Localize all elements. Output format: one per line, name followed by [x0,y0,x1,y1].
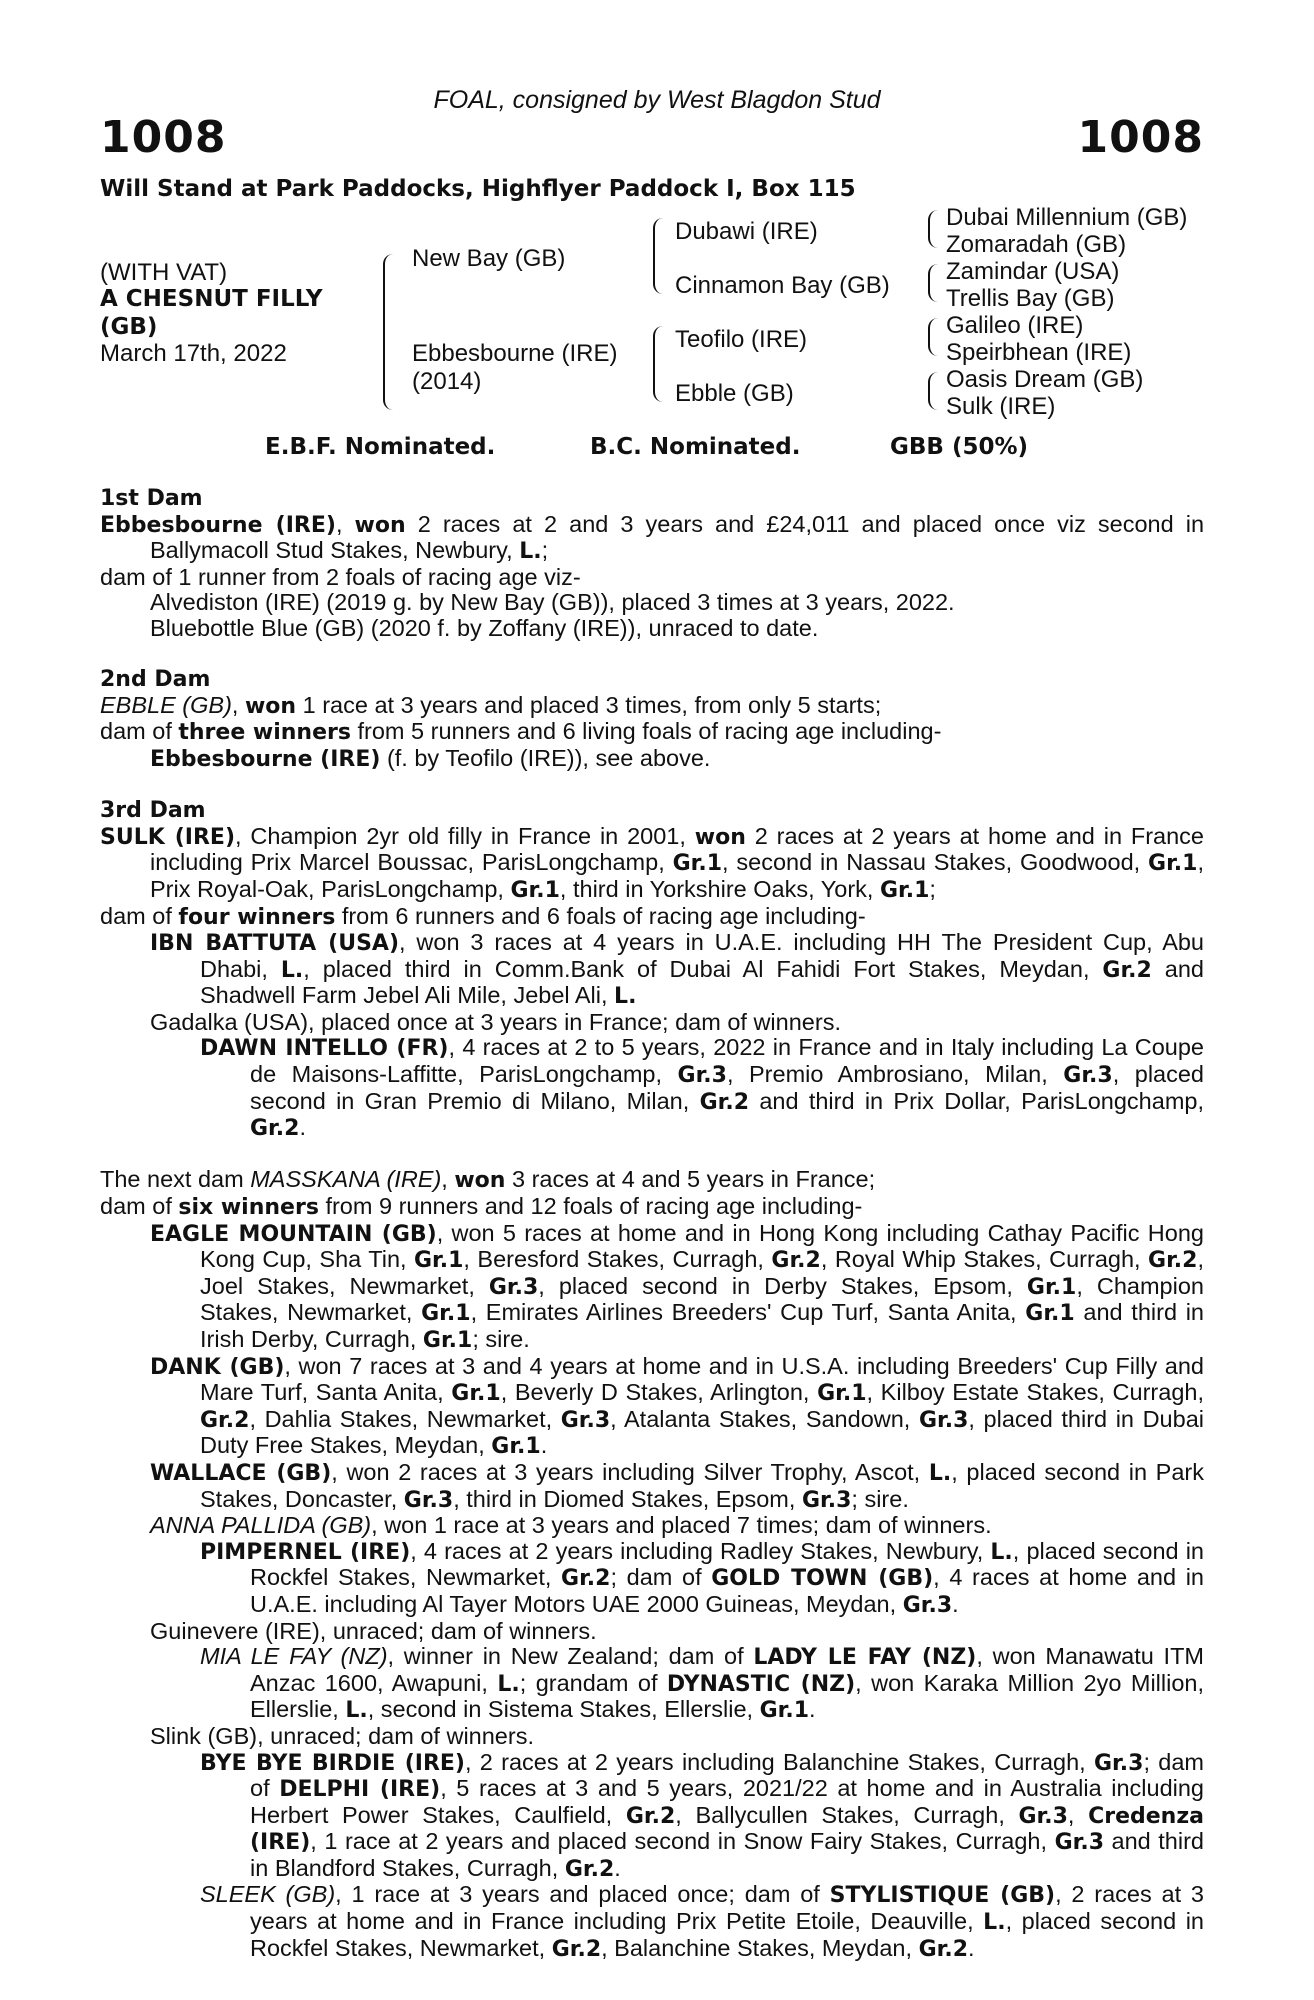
produce-item: EAGLE MOUNTAIN (GB), won 5 races at home and in Hong Kong including Cathay Pacific Hong Kong Cup, Sha Tin, Gr.1, Beresford Stakes, Curragh, Gr.2, Royal Whip Stakes, Curragh, Gr.2, Joel Stakes, Newmarket, Gr.3, placed second in Derby Stakes, Epsom, Gr.1, Champion Stakes, Newmarket, Gr.1, Emirates Airlines Breeders' Cup Turf, Santa Anita, Gr.1 and third in Irish Derby, Curragh, Gr.1; sire. [150,1219,1204,1353]
pedigree-g3-7: Oasis Dream (GB) [946,366,1144,393]
pedigree-dam-dam: Ebble (GB) [675,380,794,407]
third-dam-heading: 3rd Dam [100,798,206,824]
produce-item: Gadalka (USA), placed once at 3 years in France; dam of winners. [150,1008,841,1035]
stabling-line: Will Stand at Park Paddocks, Highflyer Paddock I, Box 115 [100,176,856,202]
produce-item: BYE BYE BIRDIE (IRE), 2 races at 2 years including Balanchine Stakes, Curragh, Gr.3; dam of DELPHI (IRE), 5 races at 3 and 5 years, 2021/22 at home and in Australia including Herbert Power Stakes, Caulfield, Gr.2, Ballycullen Stakes, Curragh, Gr.3, Credenza (IRE), 1 race at 2 years and placed second in Snow Fairy Stakes, Curragh, Gr.3 and third in Blandford Stakes, Curragh, Gr.2. [200,1748,1205,1882]
next-dam-entry: The next dam MASSKANA (IRE), won 3 races at 4 and 5 years in France; [100,1166,876,1194]
bc-nomination: B.C. Nominated. [590,434,801,460]
produce-item: WALLACE (GB), won 2 races at 3 years including Silver Trophy, Ascot, L., placed second in Park Stakes, Doncaster, Gr.3, third in Diomed Stakes, Epsom, Gr.3; sire. [150,1458,1205,1513]
next-dam-produce-summary: dam of six winners from 9 runners and 12 foals of racing age including- [100,1193,863,1221]
pedigree-sire: New Bay (GB) [412,245,566,272]
produce-item: IBN BATTUTA (USA), won 3 races at 4 years in U.A.E. including HH The President Cup, Abu Dhabi, L., placed third in Comm.Bank of Dubai Al Fahidi Fort Stakes, Meydan, Gr.2 and Shadwell Farm Jebel Ali Mile, Jebel Ali, L. [150,929,1205,1010]
produce-item: ANNA PALLIDA (GB), won 1 race at 3 years and placed 7 times; dam of winners. [150,1512,992,1539]
pedigree-brace-sire [653,218,665,294]
horse-origin: (GB) [100,314,158,340]
produce-item: MIA LE FAY (NZ), winner in New Zealand; dam of LADY LE FAY (NZ), won Manawatu ITM Anzac 1600, Awapuni, L.; grandam of DYNASTIC (NZ), won Karaka Million 2yo Million, Ellerslie, L., second in Sistema Stakes, Ellerslie, Gr.1. [200,1643,1205,1724]
third-dam-produce-summary: dam of four winners from 6 runners and 6 foals of racing age including- [100,902,866,930]
pedigree-brace-gen1 [383,254,397,410]
produce-record [100,486,1204,1962]
lot-number-right: 1008 [1077,112,1204,163]
first-dam-produce-summary: dam of 1 runner from 2 foals of racing age viz- [100,563,581,590]
horse-description: A CHESNUT FILLY [100,286,323,312]
first-dam-entry: Ebbesbourne (IRE), won 2 races at 2 and 3 years and £24,011 and placed once viz second in Ballymacoll Stud Stakes, Newbury, L.; [100,510,1205,565]
first-dam-heading: 1st Dam [100,486,203,511]
ebf-nomination: E.B.F. Nominated. [265,434,496,460]
vat-note: (WITH VAT) [100,259,228,286]
lot-number-left: 1008 [100,112,227,163]
pedigree-g3-2: Zomaradah (GB) [946,231,1127,258]
produce-item: DAWN INTELLO (FR), 4 races at 2 to 5 years, 2022 in France and in Italy including La Coupe de Maisons-Laffitte, ParisLongchamp, Gr.3, Premio Ambrosiano, Milan, Gr.3, placed second in Gran Premio di Milano, Milan, Gr.2 and third in Prix Dollar, ParisLongchamp, Gr.2. [200,1034,1205,1142]
pedigree-brace-g3c [928,318,938,356]
produce-item: SLEEK (GB), 1 race at 3 years and placed once; dam of STYLISTIQUE (GB), 2 races at 3 years at home and in France including Prix Petite Etoile, Deauville, L., placed second in Rockfel Stakes, Newmarket, Gr.2, Balanchine Stakes, Meydan, Gr.2. [200,1881,1205,1962]
pedigree-g3-8: Sulk (IRE) [946,393,1056,420]
second-dam-heading: 2nd Dam [100,667,211,693]
pedigree-dam: Ebbesbourne (IRE) [412,340,618,367]
produce-item: Slink (GB), unraced; dam of winners. [150,1722,534,1749]
pedigree-brace-g3b [928,264,938,302]
pedigree-sire-sire: Dubawi (IRE) [675,218,818,245]
pedigree-g3-6: Speirbhean (IRE) [946,339,1132,366]
pedigree-sire-dam: Cinnamon Bay (GB) [675,272,890,299]
pedigree-dam-year: (2014) [412,368,482,395]
pedigree-g3-5: Galileo (IRE) [946,312,1084,339]
pedigree-g3-3: Zamindar (USA) [946,258,1120,285]
pedigree-brace-g3d [928,372,938,410]
produce-item: PIMPERNEL (IRE), 4 races at 2 years including Radley Stakes, Newbury, L., placed second in Rockfel Stakes, Newmarket, Gr.2; dam of GOLD TOWN (GB), 4 races at home and in U.A.E. including Al Tayer Motors UAE 2000 Guineas, Meydan, Gr.3. [200,1537,1204,1618]
pedigree-dam-sire: Teofilo (IRE) [675,326,808,353]
pedigree-brace-g3a [928,210,938,248]
third-dam-entry: SULK (IRE), Champion 2yr old filly in France in 2001, won 2 races at 2 years at home and in France including Prix Marcel Boussac, ParisLongchamp, Gr.1, second in Nassau Stakes, Goodwood, Gr.1, Prix Royal-Oak, ParisLongchamp, Gr.1, third in Yorkshire Oaks, York, Gr.1; [100,822,1204,903]
second-dam-produce-summary: dam of three winners from 5 runners and 6 living foals of racing age including- [100,718,942,746]
pedigree-brace-dam [653,326,665,402]
produce-item: Alvediston (IRE) (2019 g. by New Bay (GB)), placed 3 times at 3 years, 2022. [150,589,955,616]
produce-item: Bluebottle Blue (GB) (2020 f. by Zoffany (IRE)), unraced to date. [150,614,819,641]
produce-item: Guinevere (IRE), unraced; dam of winners. [150,1617,597,1644]
pedigree-g3-1: Dubai Millennium (GB) [946,204,1188,231]
gbb-status: GBB (50%) [890,434,1029,460]
pedigree-g3-4: Trellis Bay (GB) [946,285,1115,312]
second-dam-entry: EBBLE (GB), won 1 race at 3 years and placed 3 times, from only 5 starts; [100,691,882,719]
produce-item: Ebbesbourne (IRE) (f. by Teofilo (IRE)), see above. [150,744,711,772]
foaling-date: March 17th, 2022 [100,340,287,367]
produce-item: DANK (GB), won 7 races at 3 and 4 years at home and in U.S.A. including Breeders' Cup Filly and Mare Turf, Santa Anita, Gr.1, Beverly D Stakes, Arlington, Gr.1, Kilboy Estate Stakes, Curragh, Gr.2, Dahlia Stakes, Newmarket, Gr.3, Atalanta Stakes, Sandown, Gr.3, placed third in Dubai Duty Free Stakes, Meydan, Gr.1. [150,1352,1204,1460]
consignor-line: FOAL, consigned by West Blagdon Stud [433,86,881,114]
